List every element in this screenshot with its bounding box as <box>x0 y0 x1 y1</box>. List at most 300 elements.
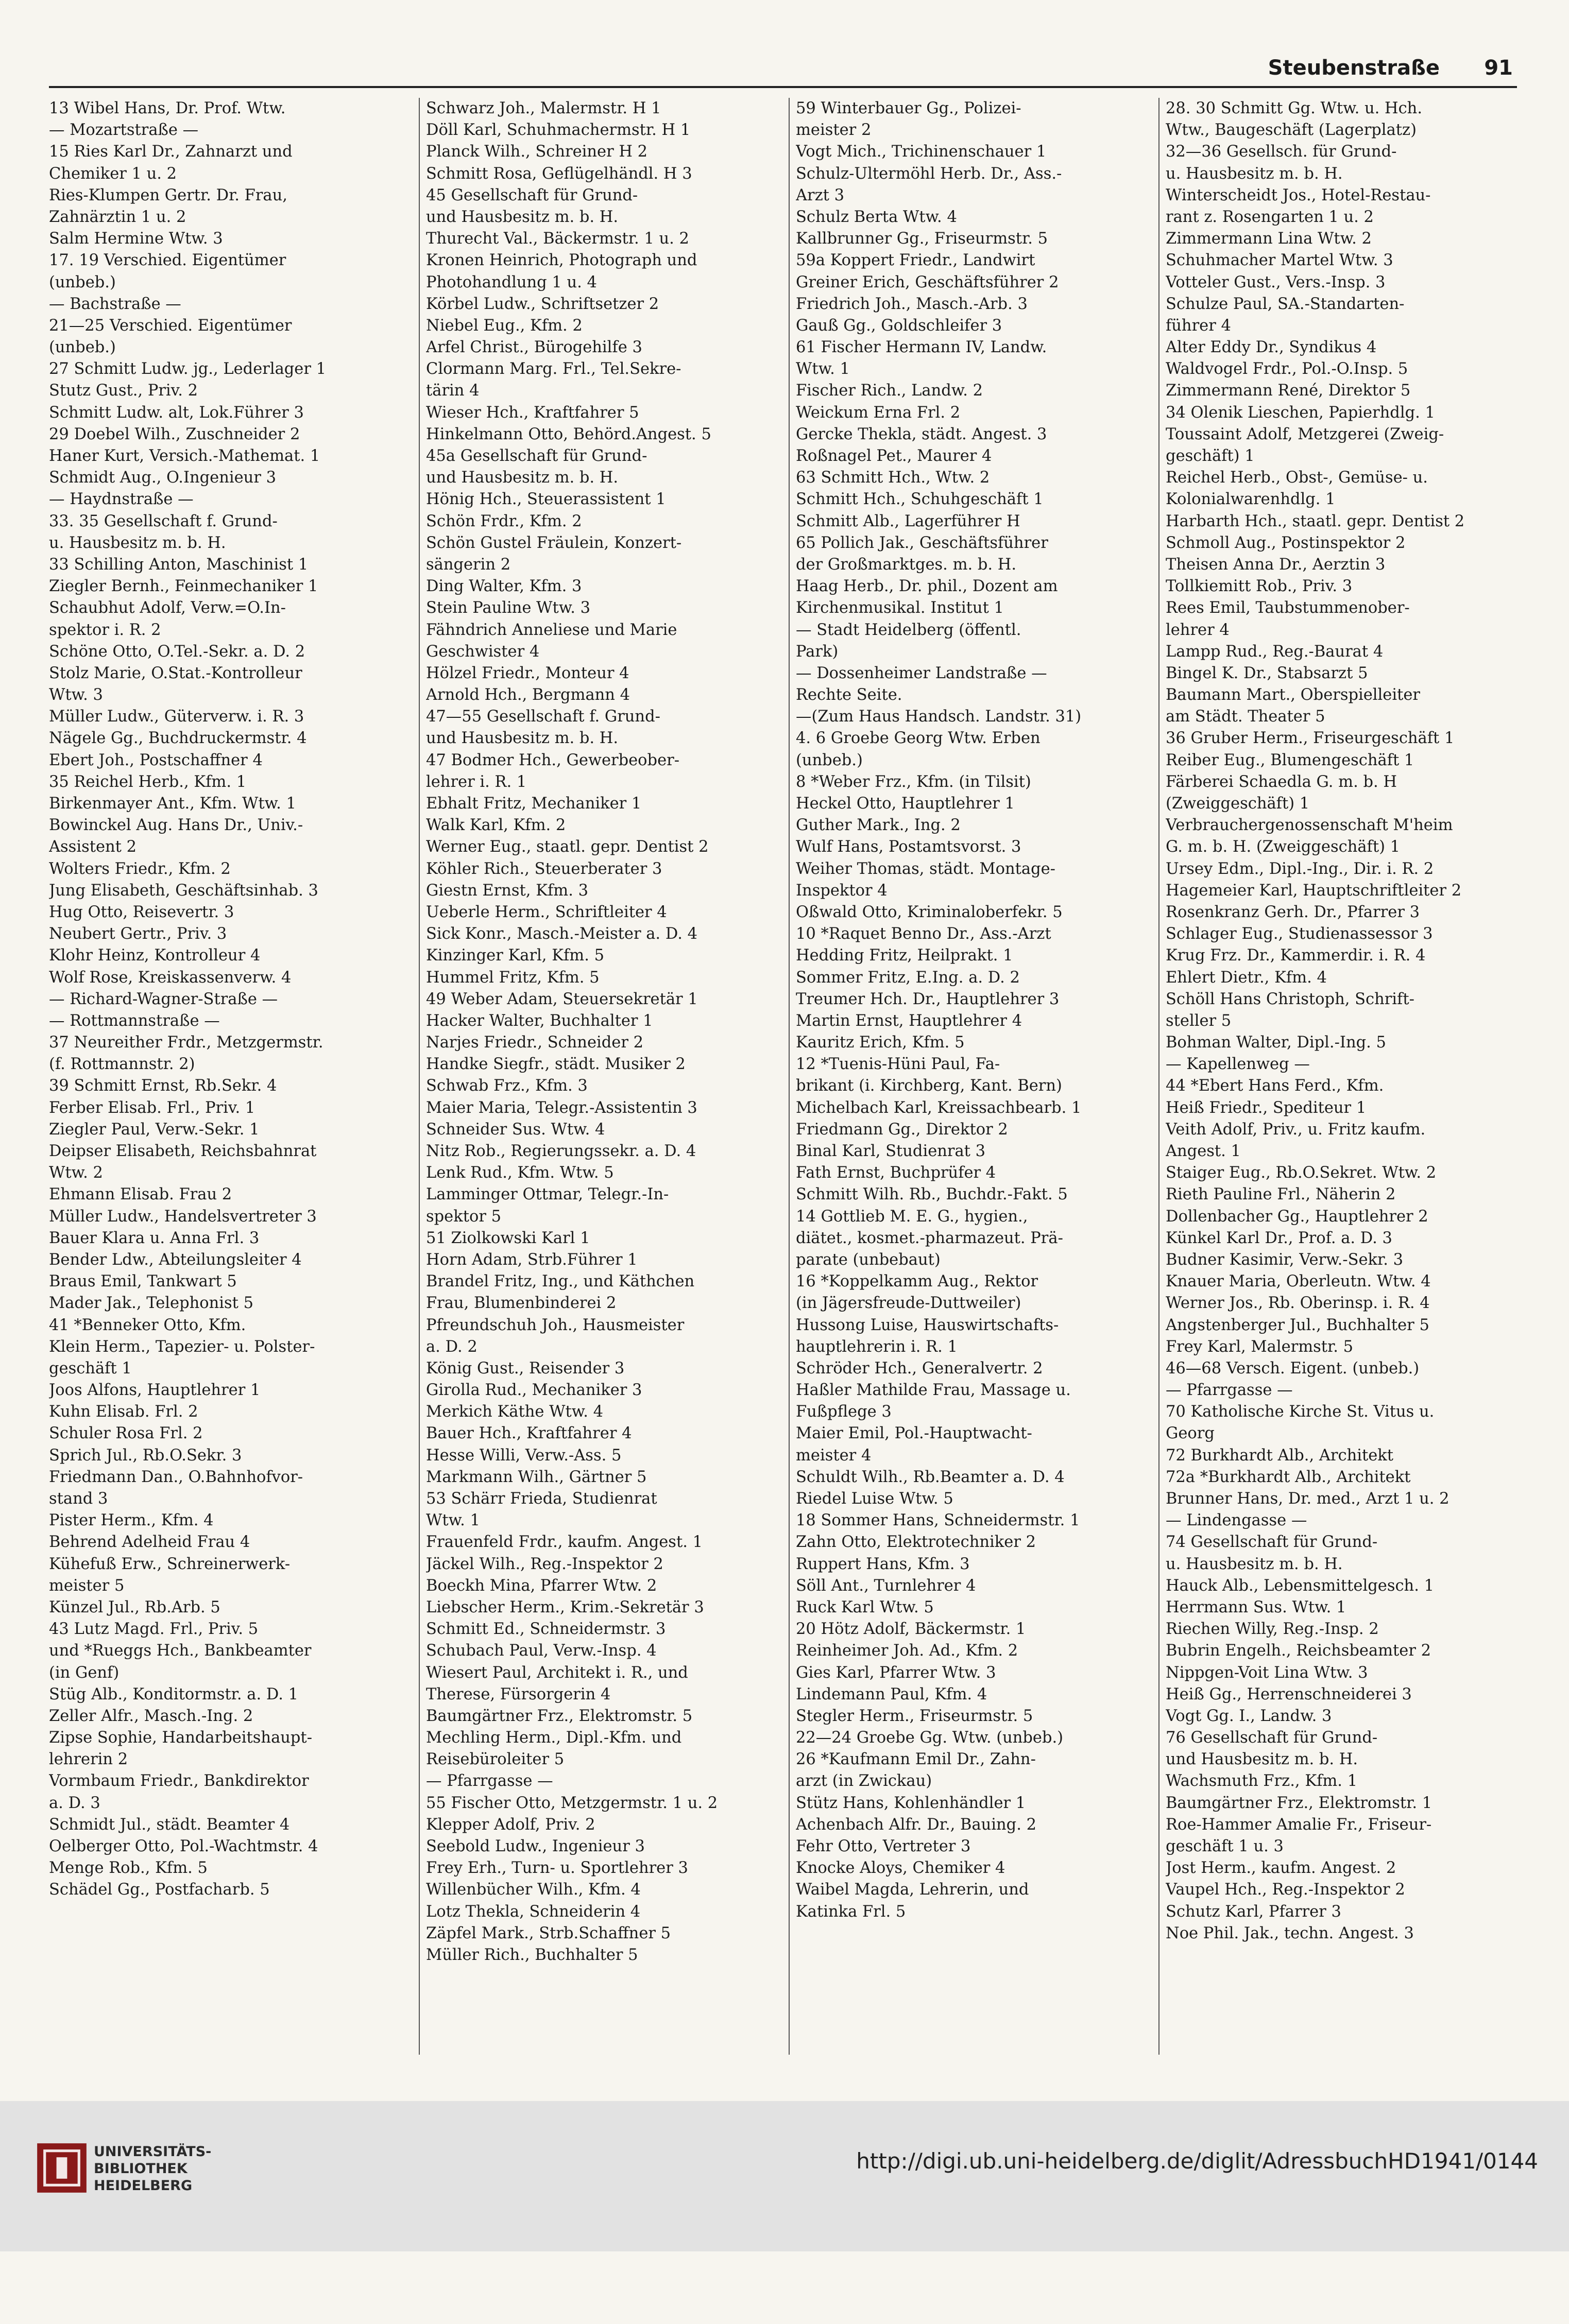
directory-entry: Friedrich Joh., Masch.-Arb. 3 <box>796 295 1028 313</box>
directory-entry: Handke Siegfr., städt. Musiker 2 <box>426 1055 686 1074</box>
directory-entry: Kronen Heinrich, Photograph und <box>426 251 697 270</box>
directory-entry: Frauenfeld Frdr., kaufm. Angest. 1 <box>426 1533 703 1552</box>
directory-entry: Kauritz Erich, Kfm. 5 <box>796 1034 965 1052</box>
directory-entry: Haag Herb., Dr. phil., Dozent am <box>796 577 1058 596</box>
directory-entry: Köhler Rich., Steuerberater 3 <box>426 859 662 878</box>
street-heading: Steubenstraße <box>1268 56 1440 80</box>
directory-entry: Mader Jak., Telephonist 5 <box>49 1294 254 1313</box>
directory-entry: 61 Fischer Hermann IV, Landw. <box>796 338 1047 357</box>
directory-entry: Veith Adolf, Priv., u. Fritz kaufm. <box>1166 1120 1426 1139</box>
directory-entry: Zipse Sophie, Handarbeitshaupt- <box>49 1729 312 1747</box>
directory-entry: Stütz Hans, Kohlenhändler 1 <box>796 1794 1026 1812</box>
directory-entry: Zimmermann Lina Wtw. 2 <box>1166 230 1372 248</box>
directory-entry: Bowinckel Aug. Hans Dr., Univ.- <box>49 816 303 835</box>
directory-entry: Martin Ernst, Hauptlehrer 4 <box>796 1011 1022 1030</box>
directory-entry: Schröder Hch., Generalvertr. 2 <box>796 1359 1043 1378</box>
directory-entry: Rechte Seite. <box>796 686 902 704</box>
directory-entry: Zäpfel Mark., Strb.Schaffner 5 <box>426 1924 671 1942</box>
directory-entry: Ehmann Elisab. Frau 2 <box>49 1185 232 1204</box>
directory-entry: geschäft 1 <box>49 1359 132 1378</box>
directory-entry: Heckel Otto, Hauptlehrer 1 <box>796 795 1015 813</box>
directory-entry: Kuhn Elisab. Frl. 2 <box>49 1403 198 1421</box>
directory-entry: Roßnagel Pet., Maurer 4 <box>796 447 992 465</box>
directory-entry: 17. 19 Verschied. Eigentümer <box>49 251 286 270</box>
directory-entry: Liebscher Herm., Krim.-Sekretär 3 <box>426 1598 704 1616</box>
directory-entry: Schöll Hans Christoph, Schrift- <box>1166 990 1414 1008</box>
directory-entry: Schmitt Hch., Schuhgeschäft 1 <box>796 490 1044 509</box>
directory-entry: — Rottmannstraße — <box>49 1011 220 1030</box>
directory-entry: 26 *Kaufmann Emil Dr., Zahn- <box>796 1750 1036 1769</box>
directory-entry: Schutz Karl, Pfarrer 3 <box>1166 1902 1341 1921</box>
page-number: 91 <box>1484 56 1513 80</box>
directory-entry: Stein Pauline Wtw. 3 <box>426 599 591 617</box>
directory-entry: geschäft) 1 <box>1166 447 1255 465</box>
directory-entry: der Großmarktges. m. b. H. <box>796 555 1017 574</box>
directory-entry: Bingel K. Dr., Stabsarzt 5 <box>1166 664 1368 682</box>
directory-entry: Schaubhut Adolf, Verw.=O.In- <box>49 599 286 617</box>
directory-entry: Fath Ernst, Buchprüfer 4 <box>796 1164 996 1182</box>
directory-entry: Riedel Luise Wtw. 5 <box>796 1490 953 1508</box>
directory-entry: lehrer i. R. 1 <box>426 772 527 791</box>
directory-columns <box>49 98 1517 2055</box>
directory-entry: Ueberle Herm., Schriftleiter 4 <box>426 903 667 921</box>
directory-entry: Hussong Luise, Hauswirtschafts- <box>796 1316 1059 1334</box>
directory-entry: Zahn Otto, Elektrotechniker 2 <box>796 1533 1036 1552</box>
directory-entry: Brandel Fritz, Ing., und Käthchen <box>426 1272 695 1291</box>
directory-entry: Markmann Wilh., Gärtner 5 <box>426 1468 647 1486</box>
directory-entry: Stolz Marie, O.Stat.-Kontrolleur <box>49 664 302 682</box>
directory-entry: führer 4 <box>1166 316 1231 335</box>
directory-entry: (unbeb.) <box>49 338 116 357</box>
directory-entry: meister 4 <box>796 1446 872 1465</box>
directory-entry: Geschwister 4 <box>426 642 540 661</box>
directory-entry: Toussaint Adolf, Metzgerei (Zweig- <box>1166 425 1444 443</box>
directory-entry: Hesse Willi, Verw.-Ass. 5 <box>426 1446 622 1465</box>
source-url-link[interactable]: http://digi.ub.uni-heidelberg.de/diglit/AdressbuchHD1941/0144 <box>856 2148 1538 2174</box>
directory-entry: Treumer Hch. Dr., Hauptlehrer 3 <box>796 990 1060 1008</box>
directory-entry: 34 Olenik Lieschen, Papierhdlg. 1 <box>1166 403 1435 422</box>
directory-entry: 45a Gesellschaft für Grund- <box>426 447 647 465</box>
directory-entry: Seebold Ludw., Ingenieur 3 <box>426 1837 645 1855</box>
directory-entry: Giestn Ernst, Kfm. 3 <box>426 881 588 900</box>
directory-entry: Rieth Pauline Frl., Näherin 2 <box>1166 1185 1396 1204</box>
directory-entry: Färberei Schaedla G. m. b. H <box>1166 772 1397 791</box>
directory-entry: Harbarth Hch., staatl. gepr. Dentist 2 <box>1166 512 1465 530</box>
directory-entry: Ding Walter, Kfm. 3 <box>426 577 582 596</box>
directory-entry: Arfel Christ., Bürogehilfe 3 <box>426 338 642 357</box>
directory-entry: Greiner Erich, Geschäftsführer 2 <box>796 273 1059 291</box>
directory-entry: Schulz Berta Wtw. 4 <box>796 208 957 226</box>
directory-entry: Jost Herm., kaufm. Angest. 2 <box>1166 1859 1396 1878</box>
directory-entry: Planck Wilh., Schreiner H 2 <box>426 143 648 161</box>
directory-entry: spektor 5 <box>426 1207 502 1226</box>
directory-entry: Klein Herm., Tapezier- u. Polster- <box>49 1337 315 1356</box>
directory-entry: Fehr Otto, Vertreter 3 <box>796 1837 971 1855</box>
directory-entry: 32—36 Gesellsch. für Grund- <box>1166 143 1397 161</box>
directory-entry: 39 Schmitt Ernst, Rb.Sekr. 4 <box>49 1077 277 1095</box>
directory-entry: Wolters Friedr., Kfm. 2 <box>49 859 231 878</box>
directory-entry: 28. 30 Schmitt Gg. Wtw. u. Hch. <box>1166 99 1423 117</box>
directory-entry: (in Genf) <box>49 1663 120 1682</box>
directory-entry: Müller Rich., Buchhalter 5 <box>426 1946 638 1964</box>
directory-entry: Schubach Paul, Verw.-Insp. 4 <box>426 1642 657 1660</box>
directory-entry: 59 Winterbauer Gg., Polizei- <box>796 99 1021 117</box>
directory-entry: Joos Alfons, Hauptlehrer 1 <box>49 1381 261 1400</box>
directory-entry: Achenbach Alfr. Dr., Bauing. 2 <box>796 1815 1036 1834</box>
directory-entry: Jung Elisabeth, Geschäftsinhab. 3 <box>49 881 318 900</box>
directory-entry: 47 Bodmer Hch., Gewerbeober- <box>426 751 680 769</box>
directory-entry: arzt (in Zwickau) <box>796 1772 932 1791</box>
directory-entry: Knauer Maria, Oberleutn. Wtw. 4 <box>1166 1272 1431 1291</box>
directory-entry: Schmitt Alb., Lagerführer H <box>796 512 1020 530</box>
directory-entry: 37 Neureither Frdr., Metzgermstr. <box>49 1034 323 1052</box>
directory-entry: 53 Schärr Frieda, Studienrat <box>426 1490 657 1508</box>
directory-entry: und *Rueggs Hch., Bankbeamter <box>49 1642 312 1660</box>
directory-entry: Winterscheidt Jos., Hotel-Restau- <box>1166 186 1431 204</box>
directory-entry: Wtw. 3 <box>49 686 103 704</box>
directory-entry: tärin 4 <box>426 382 480 400</box>
directory-entry: Maier Maria, Telegr.-Assistentin 3 <box>426 1098 697 1117</box>
directory-entry: Hug Otto, Reisevertr. 3 <box>49 903 234 921</box>
directory-entry: Braus Emil, Tankwart 5 <box>49 1272 237 1291</box>
directory-entry: Bubrin Engelh., Reichsbeamter 2 <box>1166 1642 1431 1660</box>
directory-entry: 65 Pollich Jak., Geschäftsführer <box>796 533 1048 552</box>
directory-entry: Chemiker 1 u. 2 <box>49 164 177 183</box>
directory-entry: Behrend Adelheid Frau 4 <box>49 1533 250 1552</box>
directory-entry: Boeckh Mina, Pfarrer Wtw. 2 <box>426 1576 657 1595</box>
directory-entry: Michelbach Karl, Kreissachbearb. 1 <box>796 1098 1082 1117</box>
directory-entry: Assistent 2 <box>49 838 137 856</box>
directory-entry: 15 Ries Karl Dr., Zahnarzt und <box>49 143 293 161</box>
directory-entry: G. m. b. H. (Zweiggeschäft) 1 <box>1166 838 1401 856</box>
directory-entry: Zahnärztin 1 u. 2 <box>49 208 186 226</box>
directory-entry: Wachsmuth Frz., Kfm. 1 <box>1166 1772 1358 1791</box>
directory-entry: Ferber Elisab. Frl., Priv. 1 <box>49 1098 255 1117</box>
directory-entry: Niebel Eug., Kfm. 2 <box>426 316 583 335</box>
directory-entry: Müller Ludw., Güterverw. i. R. 3 <box>49 708 304 726</box>
directory-entry: Katinka Frl. 5 <box>796 1902 906 1921</box>
directory-entry: Guther Mark., Ing. 2 <box>796 816 961 835</box>
directory-entry: parate (unbebaut) <box>796 1250 941 1269</box>
directory-entry: — Stadt Heidelberg (öffentl. <box>796 621 1021 639</box>
directory-entry: Therese, Fürsorgerin 4 <box>426 1685 611 1703</box>
directory-entry: Hönig Hch., Steuerassistent 1 <box>426 490 666 509</box>
directory-entry: steller 5 <box>1166 1011 1232 1030</box>
directory-entry: Rosenkranz Gerh. Dr., Pfarrer 3 <box>1166 903 1420 921</box>
directory-entry: 10 *Raquet Benno Dr., Ass.-Arzt <box>796 925 1051 943</box>
directory-entry: Pfreundschuh Joh., Hausmeister <box>426 1316 685 1334</box>
directory-entry: 74 Gesellschaft für Grund- <box>1166 1533 1378 1552</box>
directory-entry: Werner Eug., staatl. gepr. Dentist 2 <box>426 838 709 856</box>
directory-entry: Nägele Gg., Buchdruckermstr. 4 <box>49 729 307 748</box>
directory-entry: Vormbaum Friedr., Bankdirektor <box>49 1772 309 1791</box>
directory-entry: (unbeb.) <box>49 273 116 291</box>
directory-entry: Bauer Klara u. Anna Frl. 3 <box>49 1229 260 1247</box>
directory-entry: Schuler Rosa Frl. 2 <box>49 1424 203 1443</box>
directory-entry: Hinkelmann Otto, Behörd.Angest. 5 <box>426 425 711 443</box>
directory-entry: 33. 35 Gesellschaft f. Grund- <box>49 512 278 530</box>
directory-entry: Schwarz Joh., Malermstr. H 1 <box>426 99 661 117</box>
directory-entry: (f. Rottmannstr. 2) <box>49 1055 195 1074</box>
directory-entry: — Richard-Wagner-Straße — <box>49 990 278 1008</box>
directory-entry: Hedding Fritz, Heilprakt. 1 <box>796 946 1013 965</box>
directory-entry: Döll Karl, Schuhmachermstr. H 1 <box>426 121 691 140</box>
university-library-logo-icon <box>35 2141 89 2195</box>
directory-entry: Park) <box>796 642 839 661</box>
directory-entry: Lampp Rud., Reg.-Baurat 4 <box>1166 642 1384 661</box>
directory-entry: Noe Phil. Jak., techn. Angest. 3 <box>1166 1924 1414 1942</box>
directory-entry: Gies Karl, Pfarrer Wtw. 3 <box>796 1663 996 1682</box>
directory-entry: Jäckel Wilh., Reg.-Inspektor 2 <box>426 1555 663 1573</box>
directory-entry: Ruppert Hans, Kfm. 3 <box>796 1555 970 1573</box>
directory-entry: 8 *Weber Frz., Kfm. (in Tilsit) <box>796 772 1031 791</box>
directory-entry: Friedmann Gg., Direktor 2 <box>796 1120 1008 1139</box>
directory-entry: 43 Lutz Magd. Frl., Priv. 5 <box>49 1620 259 1639</box>
directory-entry: Fähndrich Anneliese und Marie <box>426 621 677 639</box>
directory-column-4 <box>1158 98 1517 2055</box>
directory-entry: Tollkiemitt Rob., Priv. 3 <box>1166 577 1353 596</box>
directory-entry: Kühefuß Erw., Schreinerwerk- <box>49 1555 291 1573</box>
directory-entry: Wiesert Paul, Architekt i. R., und <box>426 1663 688 1682</box>
directory-entry: Vogt Mich., Trichinenschauer 1 <box>796 143 1047 161</box>
directory-entry: u. Hausbesitz m. b. H. <box>1166 164 1343 183</box>
directory-entry: 36 Gruber Herm., Friseurgeschäft 1 <box>1166 729 1455 748</box>
directory-entry: Staiger Eug., Rb.O.Sekret. Wtw. 2 <box>1166 1164 1437 1182</box>
directory-entry: und Hausbesitz m. b. H. <box>426 208 619 226</box>
directory-entry: Schmoll Aug., Postinspektor 2 <box>1166 533 1406 552</box>
directory-entry: Oelberger Otto, Pol.-Wachtmstr. 4 <box>49 1837 318 1855</box>
directory-entry: Wtw. 2 <box>49 1164 103 1182</box>
directory-entry: 33 Schilling Anton, Maschinist 1 <box>49 555 309 574</box>
directory-entry: diätet., kosmet.-pharmazeut. Prä- <box>796 1229 1063 1247</box>
directory-entry: Reisebüroleiter 5 <box>426 1750 565 1769</box>
directory-entry: Körbel Ludw., Schriftsetzer 2 <box>426 295 659 313</box>
directory-entry: 46—68 Versch. Eigent. (unbeb.) <box>1166 1359 1420 1378</box>
library-name-line: UNIVERSITÄTS- <box>94 2144 212 2160</box>
directory-entry: lehrerin 2 <box>49 1750 128 1769</box>
directory-entry: Ries-Klumpen Gertr. Dr. Frau, <box>49 186 287 204</box>
directory-entry: Lenk Rud., Kfm. Wtw. 5 <box>426 1164 614 1182</box>
directory-entry: 55 Fischer Otto, Metzgermstr. 1 u. 2 <box>426 1794 718 1812</box>
directory-entry: Baumann Mart., Oberspielleiter <box>1166 686 1421 704</box>
directory-entry: und Hausbesitz m. b. H. <box>1166 1750 1358 1769</box>
directory-entry: Schmidt Jul., städt. Beamter 4 <box>49 1815 290 1834</box>
directory-entry: 72 Burkhardt Alb., Architekt <box>1166 1446 1394 1465</box>
directory-entry: Theisen Anna Dr., Aerztin 3 <box>1166 555 1386 574</box>
directory-entry: 72a *Burkhardt Alb., Architekt <box>1166 1468 1411 1486</box>
directory-entry: 22—24 Groebe Gg. Wtw. (unbeb.) <box>796 1729 1064 1747</box>
directory-entry: Schöne Otto, O.Tel.-Sekr. a. D. 2 <box>49 642 305 661</box>
directory-entry: — Haydnstraße — <box>49 490 194 509</box>
directory-entry: Zimmermann René, Direktor 5 <box>1166 382 1411 400</box>
directory-column-3 <box>789 98 1147 2055</box>
directory-entry: Schuldt Wilh., Rb.Beamter a. D. 4 <box>796 1468 1065 1486</box>
page-header <box>49 49 1517 88</box>
directory-entry: Merkich Käthe Wtw. 4 <box>426 1403 604 1421</box>
directory-entry: Alter Eddy Dr., Syndikus 4 <box>1166 338 1377 357</box>
library-footer <box>0 2101 1569 2251</box>
directory-entry: Wieser Hch., Kraftfahrer 5 <box>426 403 639 422</box>
directory-entry: Schmitt Ludw. alt, Lok.Führer 3 <box>49 403 304 422</box>
directory-entry: Angstenberger Jul., Buchhalter 5 <box>1166 1316 1429 1334</box>
directory-entry: 4. 6 Groebe Georg Wtw. Erben <box>796 729 1041 748</box>
directory-entry: Wulf Hans, Postamtsvorst. 3 <box>796 838 1021 856</box>
directory-entry: Klohr Heinz, Kontrolleur 4 <box>49 946 261 965</box>
directory-entry: — Bachstraße — <box>49 295 181 313</box>
directory-entry: Krug Frz. Dr., Kammerdir. i. R. 4 <box>1166 946 1426 965</box>
directory-entry: Ehlert Dietr., Kfm. 4 <box>1166 968 1327 987</box>
directory-entry: Girolla Rud., Mechaniker 3 <box>426 1381 642 1400</box>
directory-entry: Horn Adam, Strb.Führer 1 <box>426 1250 638 1269</box>
directory-entry: 49 Weber Adam, Steuersekretär 1 <box>426 990 698 1008</box>
directory-entry: Clormann Marg. Frl., Tel.Sekre- <box>426 360 681 378</box>
directory-entry: Hacker Walter, Buchhalter 1 <box>426 1011 653 1030</box>
directory-entry: Deipser Elisabeth, Reichsbahnrat <box>49 1142 317 1160</box>
directory-entry: Neubert Gertr., Priv. 3 <box>49 925 227 943</box>
directory-entry: Schmitt Ed., Schneidermstr. 3 <box>426 1620 666 1639</box>
directory-entry: Stüg Alb., Konditormstr. a. D. 1 <box>49 1685 299 1703</box>
directory-entry: Werner Jos., Rb. Oberinsp. i. R. 4 <box>1166 1294 1430 1313</box>
directory-entry: spektor i. R. 2 <box>49 621 161 639</box>
directory-entry: Bauer Hch., Kraftfahrer 4 <box>426 1424 632 1443</box>
directory-entry: Kirchenmusikal. Institut 1 <box>796 599 1004 617</box>
directory-entry: Schwab Frz., Kfm. 3 <box>426 1077 588 1095</box>
directory-column-2 <box>419 98 777 2055</box>
library-name-line: BIBLIOTHEK <box>94 2161 187 2177</box>
directory-entry: brikant (i. Kirchberg, Kant. Bern) <box>796 1077 1062 1095</box>
directory-entry: Rees Emil, Taubstummenober- <box>1166 599 1410 617</box>
directory-entry: Reinheimer Joh. Ad., Kfm. 2 <box>796 1642 1018 1660</box>
library-name-line: HEIDELBERG <box>94 2178 193 2194</box>
directory-entry: Sprich Jul., Rb.O.Sekr. 3 <box>49 1446 242 1465</box>
directory-entry: Kallbrunner Gg., Friseurmstr. 5 <box>796 230 1048 248</box>
directory-entry: 44 *Ebert Hans Ferd., Kfm. <box>1166 1077 1384 1095</box>
directory-entry: — Mozartstraße — <box>49 121 199 140</box>
directory-entry: Nippgen-Voit Lina Wtw. 3 <box>1166 1663 1368 1682</box>
directory-entry: Haner Kurt, Versich.-Mathemat. 1 <box>49 447 320 465</box>
directory-entry: Fischer Rich., Landw. 2 <box>796 382 983 400</box>
directory-entry: Waldvogel Frdr., Pol.-O.Insp. 5 <box>1166 360 1408 378</box>
directory-entry: Hagemeier Karl, Hauptschriftleiter 2 <box>1166 881 1462 900</box>
directory-entry: Haßler Mathilde Frau, Massage u. <box>796 1381 1071 1400</box>
directory-entry: rant z. Rosengarten 1 u. 2 <box>1166 208 1374 226</box>
directory-entry: — Dossenheimer Landstraße — <box>796 664 1047 682</box>
directory-entry: Kolonialwarenhdlg. 1 <box>1166 490 1336 509</box>
directory-entry: meister 5 <box>49 1576 125 1595</box>
directory-entry: u. Hausbesitz m. b. H. <box>1166 1555 1343 1573</box>
directory-entry: Sick Konr., Masch.-Meister a. D. 4 <box>426 925 697 943</box>
directory-entry: Ziegler Paul, Verw.-Sekr. 1 <box>49 1120 260 1139</box>
directory-entry: — Pfarrgasse — <box>426 1772 553 1791</box>
directory-entry: Votteler Gust., Vers.-Insp. 3 <box>1166 273 1386 291</box>
directory-column-1 <box>49 98 407 2055</box>
directory-entry: 76 Gesellschaft für Grund- <box>1166 1729 1378 1747</box>
directory-entry: Bender Ldw., Abteilungsleiter 4 <box>49 1250 302 1269</box>
directory-entry: Ursey Edm., Dipl.-Ing., Dir. i. R. 2 <box>1166 859 1434 878</box>
directory-entry: 21—25 Verschied. Eigentümer <box>49 316 292 335</box>
directory-entry: und Hausbesitz m. b. H. <box>426 469 619 487</box>
directory-entry: Lotz Thekla, Schneiderin 4 <box>426 1902 641 1921</box>
directory-entry: und Hausbesitz m. b. H. <box>426 729 619 748</box>
directory-entry: geschäft 1 u. 3 <box>1166 1837 1284 1855</box>
directory-entry: Friedmann Dan., O.Bahnhofvor- <box>49 1468 303 1486</box>
directory-entry: 18 Sommer Hans, Schneidermstr. 1 <box>796 1511 1080 1530</box>
directory-entry: Schmitt Wilh. Rb., Buchdr.-Fakt. 5 <box>796 1185 1068 1204</box>
directory-entry: Sommer Fritz, E.Ing. a. D. 2 <box>796 968 1020 987</box>
directory-entry: — Lindengasse — <box>1166 1511 1307 1530</box>
directory-entry: Ruck Karl Wtw. 5 <box>796 1598 934 1616</box>
directory-entry: Ebert Joh., Postschaffner 4 <box>49 751 263 769</box>
directory-entry: Stutz Gust., Priv. 2 <box>49 382 198 400</box>
directory-entry: Schmitt Rosa, Geflügelhändl. H 3 <box>426 164 692 183</box>
directory-entry: 47—55 Gesellschaft f. Grund- <box>426 708 660 726</box>
directory-entry: Schuhmacher Martel Wtw. 3 <box>1166 251 1393 270</box>
directory-entry: König Gust., Reisender 3 <box>426 1359 625 1378</box>
directory-entry: Waibel Magda, Lehrerin, und <box>796 1881 1029 1899</box>
directory-entry: a. D. 3 <box>49 1794 100 1812</box>
directory-entry: Baumgärtner Frz., Elektromstr. 1 <box>1166 1794 1432 1812</box>
directory-entry: Pister Herm., Kfm. 4 <box>49 1511 214 1530</box>
directory-entry: Narjes Friedr., Schneider 2 <box>426 1034 644 1052</box>
directory-entry: Weickum Erna Frl. 2 <box>796 403 961 422</box>
directory-entry: Georg <box>1166 1424 1215 1443</box>
directory-entry: Schön Frdr., Kfm. 2 <box>426 512 582 530</box>
directory-entry: (Zweiggeschäft) 1 <box>1166 795 1310 813</box>
directory-entry: Brunner Hans, Dr. med., Arzt 1 u. 2 <box>1166 1490 1449 1508</box>
directory-entry: Frau, Blumenbinderei 2 <box>426 1294 617 1313</box>
directory-entry: Ziegler Bernh., Feinmechaniker 1 <box>49 577 318 596</box>
directory-entry: Mechling Herm., Dipl.-Kfm. und <box>426 1729 682 1747</box>
directory-entry: Angest. 1 <box>1166 1142 1241 1160</box>
directory-entry: Thurecht Val., Bäckermstr. 1 u. 2 <box>426 230 689 248</box>
directory-entry: Kinzinger Karl, Kfm. 5 <box>426 946 604 965</box>
directory-entry: — Kapellenweg — <box>1166 1055 1310 1074</box>
directory-entry: 20 Hötz Adolf, Bäckermstr. 1 <box>796 1620 1026 1639</box>
directory-entry: Arzt 3 <box>796 186 845 204</box>
directory-entry: Vaupel Hch., Reg.-Inspektor 2 <box>1166 1881 1405 1899</box>
directory-entry: Schön Gustel Fräulein, Konzert- <box>426 533 682 552</box>
directory-entry: Gercke Thekla, städt. Angest. 3 <box>796 425 1047 443</box>
directory-entry: Dollenbacher Gg., Hauptlehrer 2 <box>1166 1207 1428 1226</box>
directory-entry: 35 Reichel Herb., Kfm. 1 <box>49 772 247 791</box>
directory-entry: (in Jägersfreude-Duttweiler) <box>796 1294 1021 1313</box>
directory-entry: 27 Schmitt Ludw. jg., Lederlager 1 <box>49 360 327 378</box>
directory-entry: 70 Katholische Kirche St. Vitus u. <box>1166 1403 1435 1421</box>
directory-entry: Reichel Herb., Obst-, Gemüse- u. <box>1166 469 1428 487</box>
directory-entry: Reiber Eug., Blumengeschäft 1 <box>1166 751 1414 769</box>
directory-entry: Frey Karl, Malermstr. 5 <box>1166 1337 1354 1356</box>
directory-entry: 16 *Koppelkamm Aug., Rektor <box>796 1272 1038 1291</box>
directory-entry: Salm Hermine Wtw. 3 <box>49 230 223 248</box>
directory-entry: Hauck Alb., Lebensmittelgesch. 1 <box>1166 1576 1434 1595</box>
directory-entry: Nitz Rob., Regierungssekr. a. D. 4 <box>426 1142 696 1160</box>
directory-entry: — Pfarrgasse — <box>1166 1381 1293 1400</box>
directory-entry: 63 Schmitt Hch., Wtw. 2 <box>796 469 990 487</box>
directory-entry: Binal Karl, Studienrat 3 <box>796 1142 986 1160</box>
directory-entry: Fußpflege 3 <box>796 1403 892 1421</box>
directory-entry: Birkenmayer Ant., Kfm. Wtw. 1 <box>49 795 296 813</box>
directory-entry: Hummel Fritz, Kfm. 5 <box>426 968 600 987</box>
directory-entry: Wtw. 1 <box>426 1511 480 1530</box>
directory-entry: Zeller Alfr., Masch.-Ing. 2 <box>49 1707 253 1725</box>
directory-entry: Weiher Thomas, städt. Montage- <box>796 859 1055 878</box>
directory-entry: Wtw., Baugeschäft (Lagerplatz) <box>1166 121 1417 140</box>
directory-entry: Lamminger Ottmar, Telegr.-In- <box>426 1185 669 1204</box>
directory-entry: Wtw. 1 <box>796 360 850 378</box>
directory-entry: Willenbücher Wilh., Kfm. 4 <box>426 1881 641 1899</box>
directory-entry: sängerin 2 <box>426 555 511 574</box>
directory-entry: Künkel Karl Dr., Prof. a. D. 3 <box>1166 1229 1392 1247</box>
